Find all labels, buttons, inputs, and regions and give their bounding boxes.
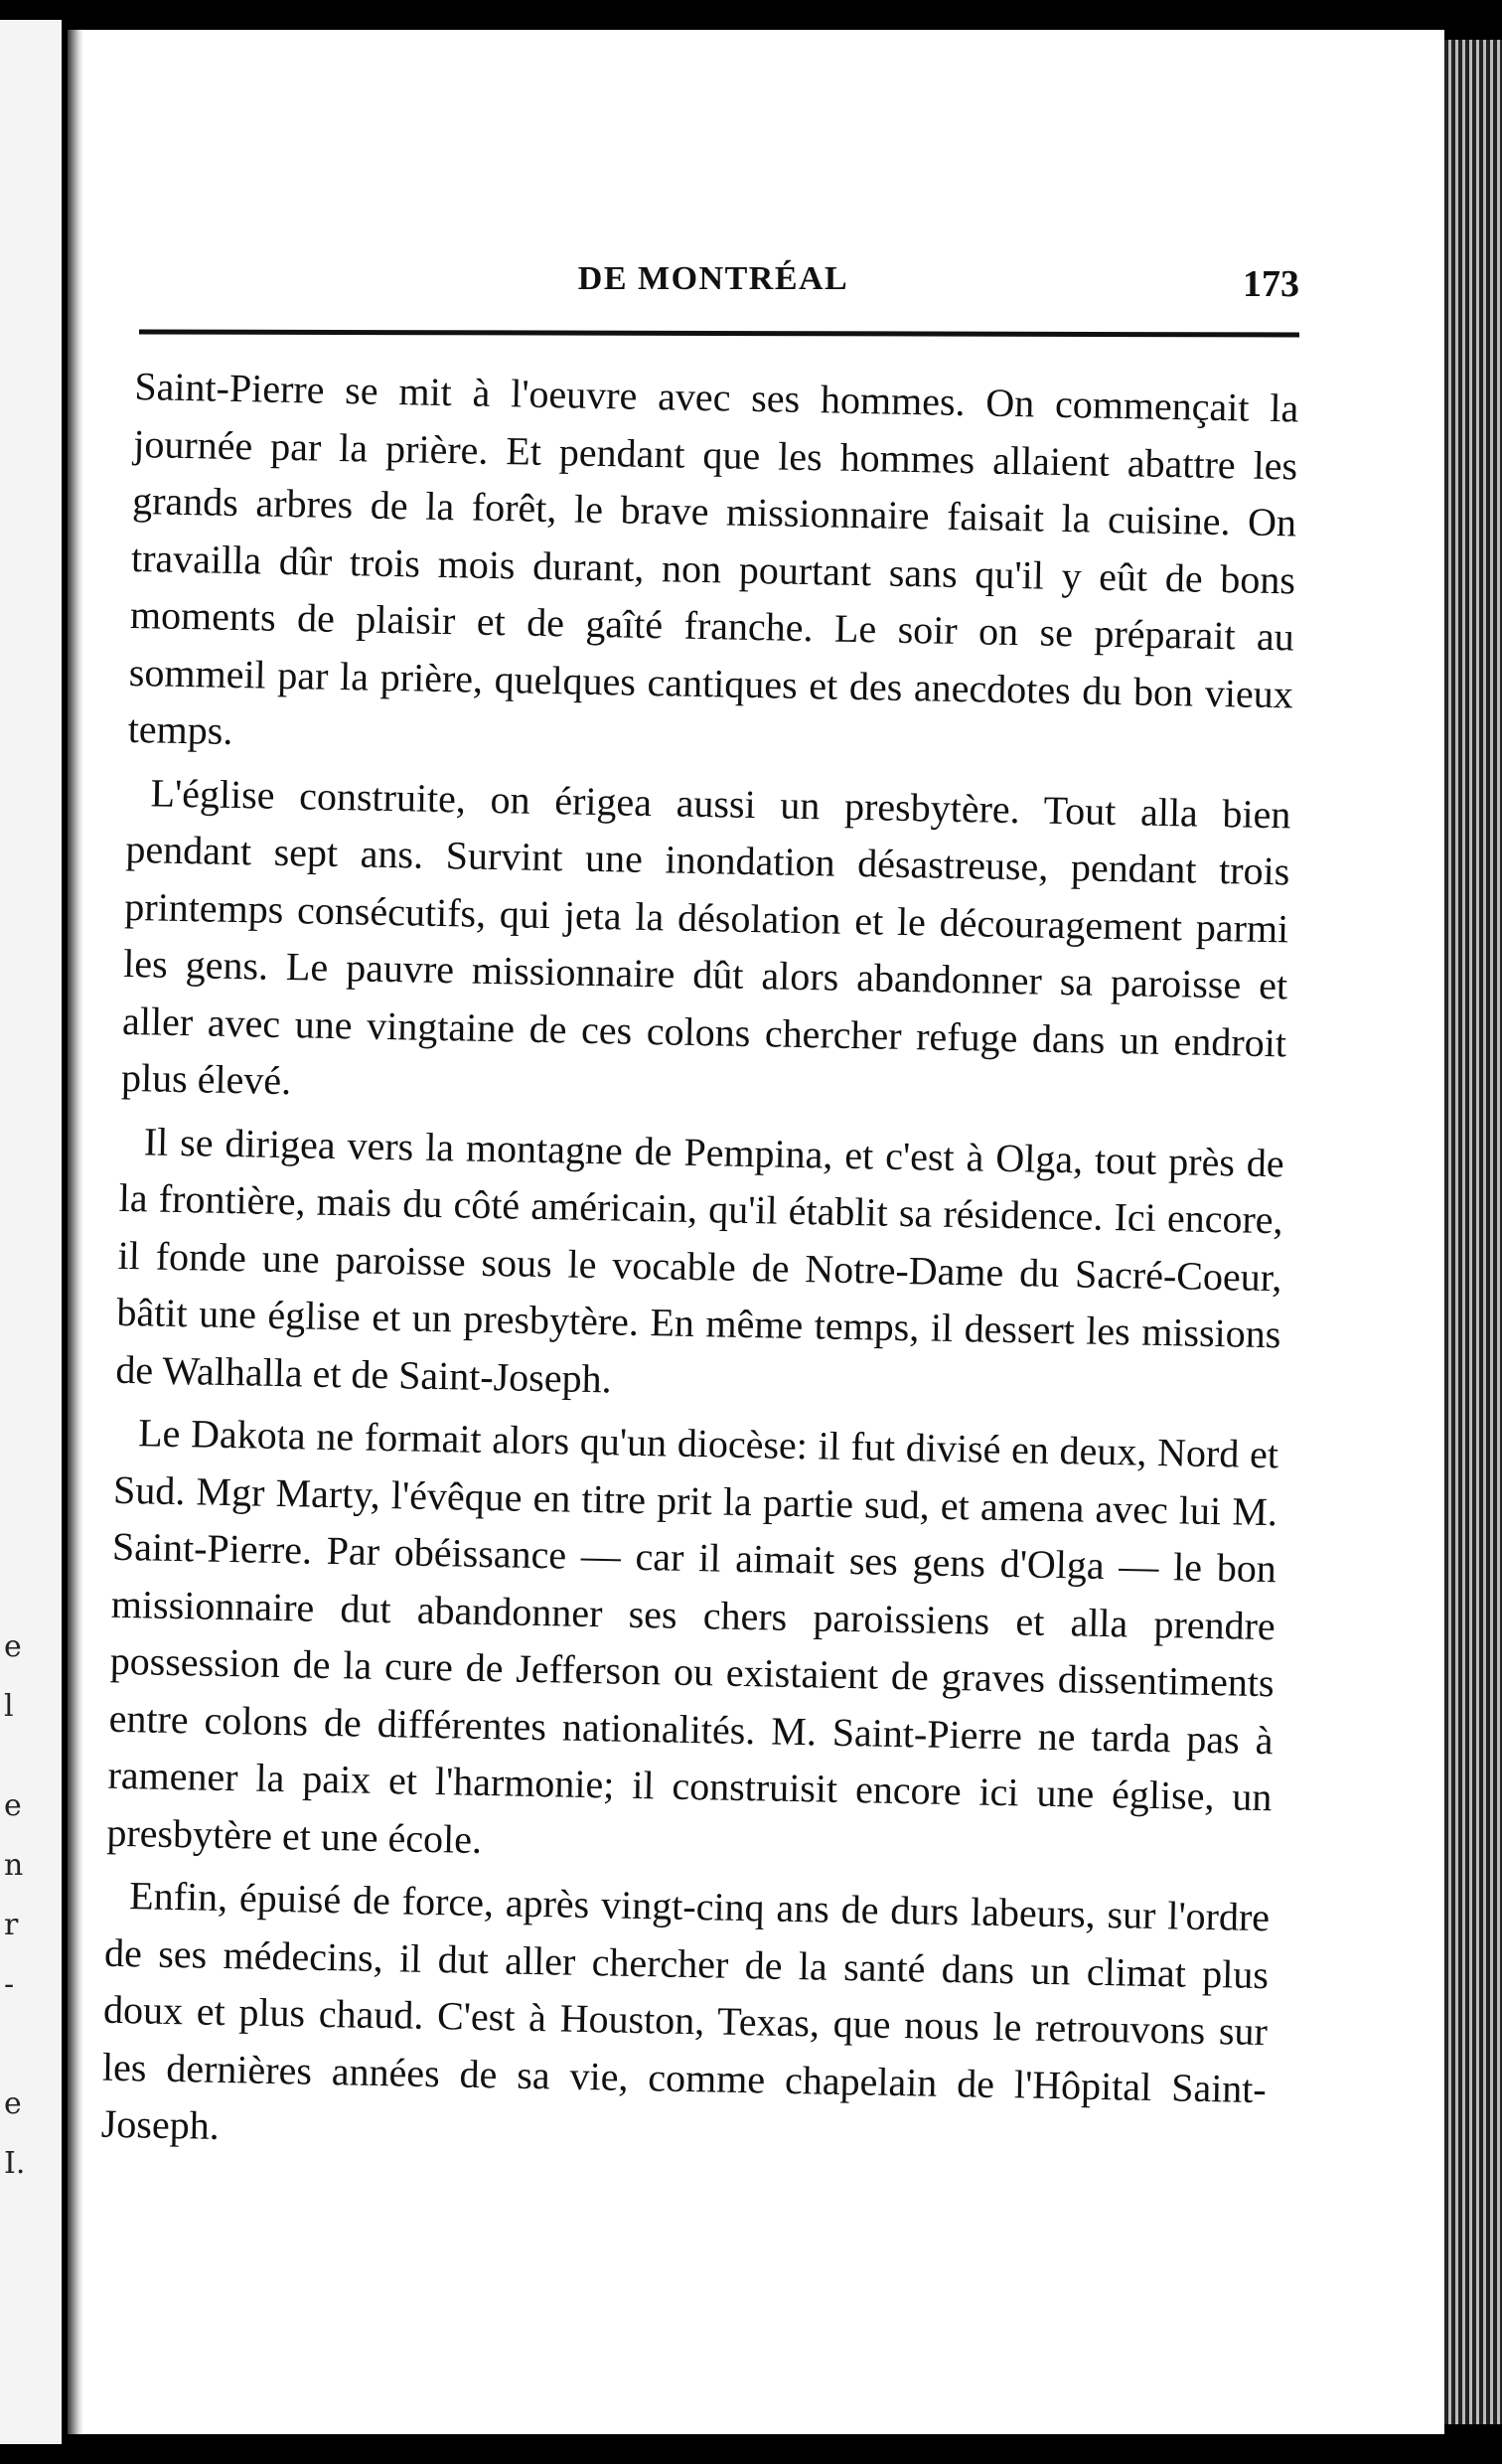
margin-fragment: -: [4, 1967, 15, 2002]
previous-page-edge: [0, 20, 62, 2444]
header-rule: [139, 329, 1299, 337]
margin-fragment: e: [4, 1629, 22, 1664]
margin-fragment: n: [4, 1848, 24, 1883]
paragraph: Il se dirigea vers la montagne de Pempina, et c'est à Olga, tout près de la frontière, mais du côté américain, qu'il établit sa résidence. Ici encore, il fonde une paroisse sous le vocable de Notre-Dame du Sacré-Coeur, bâtit une église et un presbytère. En même temps, il dessert les missions de Walhalla et de Saint-Joseph.: [115, 1118, 1285, 1401]
page-stack-edge: [1444, 40, 1502, 2424]
paragraph: Le Dakota ne formait alors qu'un diocèse: il fut divisé en deux, Nord et Sud. Mgr Marty, l'évêque en titre prit la partie sud, et amena avec lui M. Saint-Pierre. Par obéissance — car il aimait ses gens d'Olga — le bon missionnaire dut abandonner ses chers paroissiens et alla prendre possession de la cure de Jefferson ou existaient de graves dissentiments entre colons de différentes nationalités. M. Saint-Pierre ne tarda pas à ramener la paix et l'harmonie; il construisit encore ici une église, un presbytère et une école.: [106, 1410, 1279, 1862]
margin-fragment: e: [4, 2086, 22, 2121]
margin-fragment: e: [4, 1788, 22, 1823]
body-text: [100, 358, 1299, 2181]
spine-shadow: [68, 30, 83, 2434]
paragraph: Saint-Pierre se mit à l'oeuvre avec ses hommes. On commençait la journée par la prière. Et pendant que les hommes allaient abattre les grands arbres de la forêt, le brave missionnaire faisait la cuisine. On travailla dûr trois mois durant, non pourtant sans qu'il y eût de bons moments de plaisir et de gaîté franche. Le soir on se préparait au sommeil par la prière, quelques cantiques et des anecdotes du bon vieux temps.: [127, 363, 1299, 753]
paragraph: Enfin, épuisé de force, après vingt-cinq ans de durs labeurs, sur l'ordre de ses médecins, il dut aller chercher de la santé dans un climat plus doux et plus chaud. C'est à Houston, Texas, que nous le retrouvons sur les dernières années de sa vie, comme chapelain de l'Hôpital Saint-Joseph.: [100, 1873, 1271, 2148]
paragraph: L'église construite, on érigea aussi un presbytère. Tout alla bien pendant sept ans. Survint une inondation désastreuse, pendant trois printemps consécutifs, qui jeta la désolation et le découragement parmi les gens. Le pauvre missionnaire dût alors abandonner sa paroisse et aller avec une vingtaine de ces colons chercher refuge dans un endroit plus élevé.: [120, 769, 1291, 1104]
margin-fragment: l: [4, 1689, 14, 1724]
margin-fragment: r: [4, 1908, 19, 1942]
page-number: 173: [1243, 263, 1299, 305]
running-title: DE MONTRÉAL: [577, 260, 849, 297]
page-header: [127, 260, 1299, 310]
margin-fragment: I.: [4, 2146, 26, 2181]
book-page: [68, 30, 1444, 2434]
